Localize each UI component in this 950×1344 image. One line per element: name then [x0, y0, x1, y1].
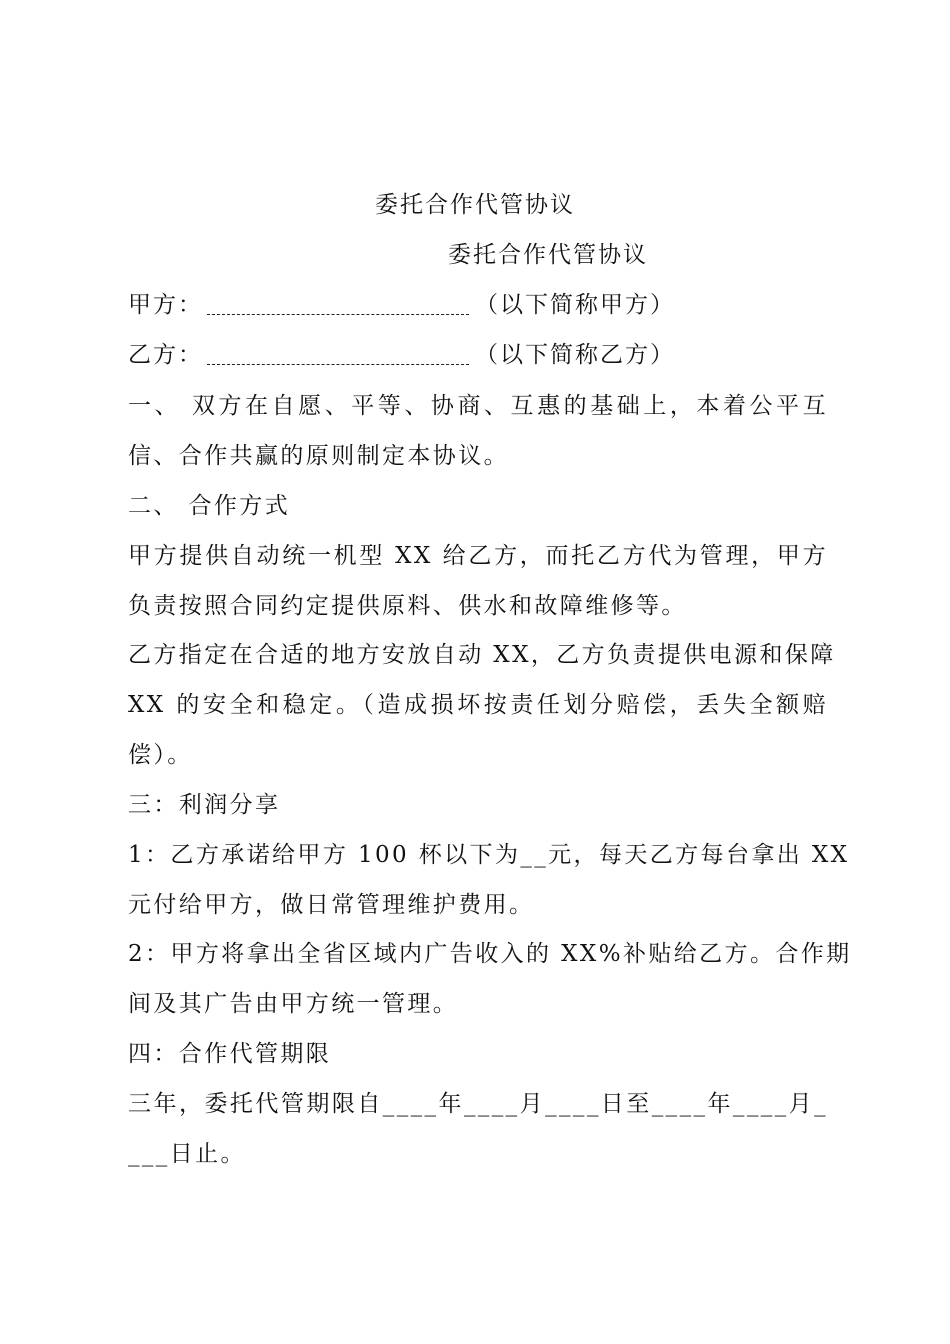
- body-line-13: ___日止。: [128, 1141, 246, 1167]
- body-line-9: 元付给甲方，做日常管理维护费用。: [128, 892, 535, 918]
- body-line-3: 甲方提供自动统一机型 XX 给乙方，而托乙方代为管理，甲方: [128, 543, 828, 569]
- party-a-line: [128, 290, 675, 320]
- party-a-label: 甲方：: [128, 292, 203, 318]
- party-a-blank: [207, 298, 469, 315]
- party-b-line: [128, 340, 675, 370]
- body-line-8: 1：乙方承诺给甲方 100 杯以下为__元，每天乙方每台拿出 XX: [128, 842, 850, 868]
- body-line-12: 三年，委托代管期限自____年____月____日至____年____月_: [128, 1091, 828, 1117]
- body-line-5: 乙方指定在合适的地方安放自动 XX，乙方负责提供电源和保障: [128, 642, 836, 668]
- body-line-10: 2：甲方将拿出全省区域内广告收入的 XX%补贴给乙方。合作期: [128, 941, 852, 967]
- body-line-1: 一、 双方在自愿、平等、协商、互惠的基础上，本着公平互: [128, 393, 828, 419]
- section-heading-3: 三：利润分享: [128, 792, 281, 818]
- party-b-suffix: （以下简称乙方）: [475, 342, 675, 368]
- document-title: 委托合作代管协议: [375, 192, 575, 218]
- body-line-11: 间及其广告由甲方统一管理。: [128, 991, 459, 1017]
- body-line-6: XX 的安全和稳定。（造成损坏按责任划分赔偿，丢失全额赔: [128, 692, 828, 718]
- body-line-4: 负责按照合同约定提供原料、供水和故障维修等。: [128, 593, 687, 619]
- party-a-suffix: （以下简称甲方）: [475, 292, 675, 318]
- party-b-blank: [207, 348, 469, 365]
- section-heading-4: 四：合作代管期限: [128, 1041, 332, 1067]
- section-heading-2: 二、 合作方式: [128, 493, 291, 519]
- body-line-7: 偿）。: [128, 742, 193, 768]
- body-line-2: 信、合作共赢的原则制定本协议。: [128, 443, 509, 469]
- document-subtitle: 委托合作代管协议: [448, 242, 648, 268]
- party-b-label: 乙方：: [128, 342, 203, 368]
